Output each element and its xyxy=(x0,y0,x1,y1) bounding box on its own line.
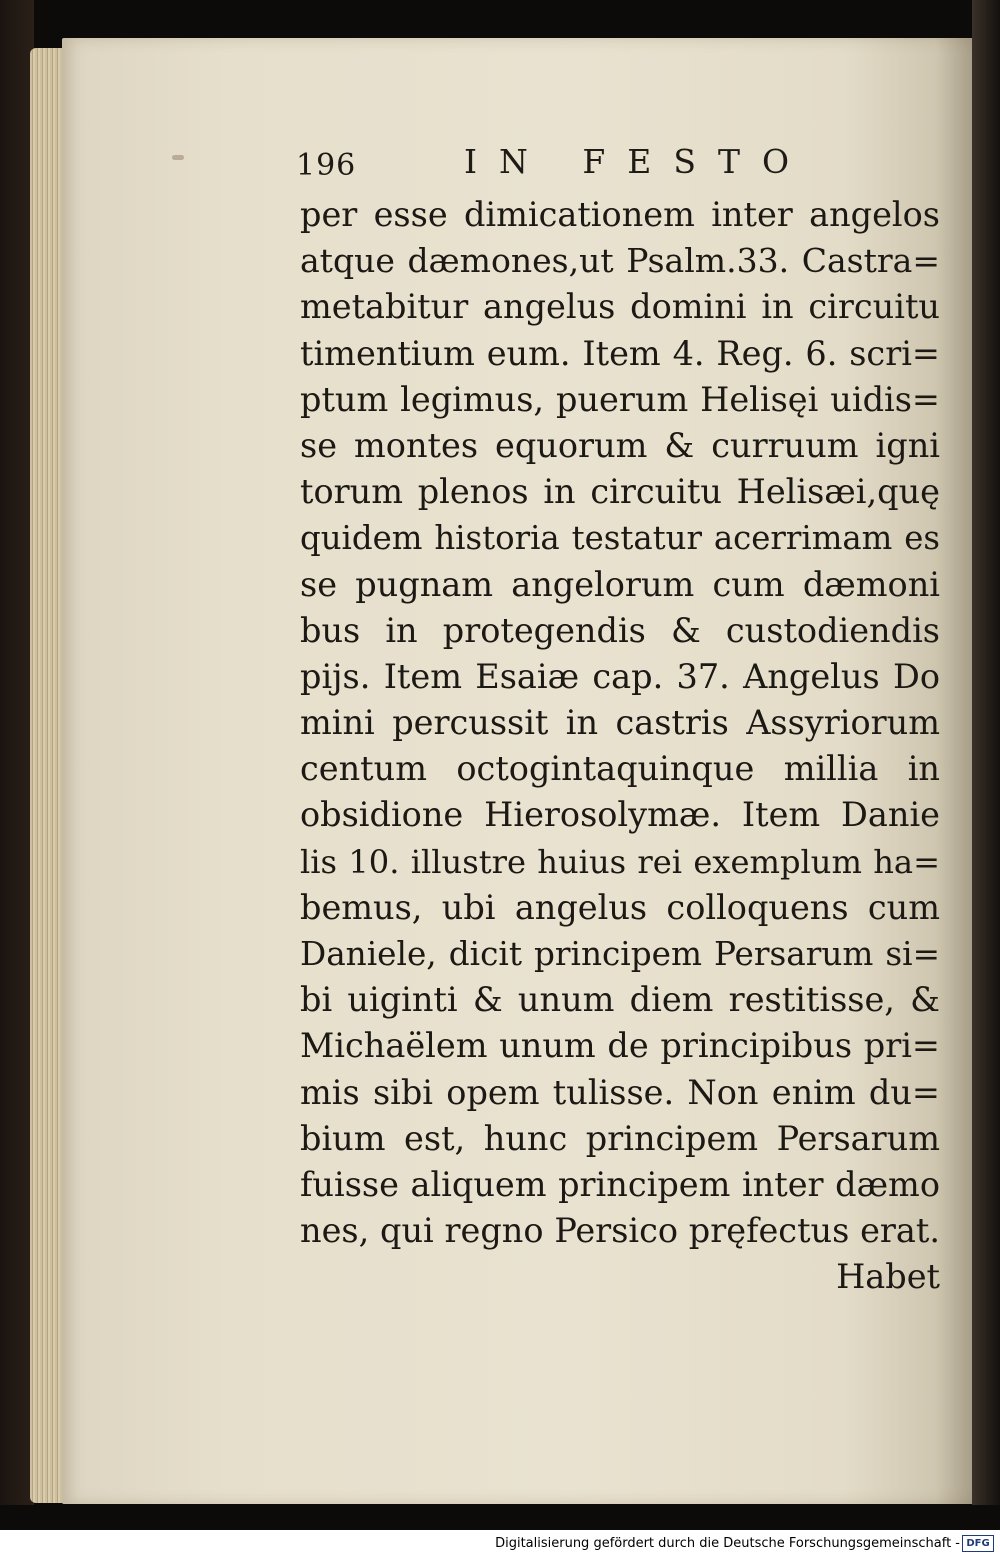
text-line: quidem historia testatur acerrimam es xyxy=(300,519,940,558)
text-line: mini percussit in castris Assyriorum xyxy=(300,703,940,743)
text-line: bi uiginti & unum diem restitisse, & xyxy=(300,980,940,1020)
text-line: se montes equorum & curruum igni xyxy=(300,425,940,465)
text-line: se pugnam angelorum cum dæmoni xyxy=(300,564,940,604)
funding-notice: Digitalisierung gefördert durch die Deutsche Forschungsgemeinschaft - xyxy=(495,1536,960,1551)
text-line: lis 10. illustre huius rei exemplum ha= xyxy=(300,842,940,881)
paper-speck xyxy=(172,155,184,160)
text-line: obsidione Hierosolymæ. Item Danie xyxy=(300,795,940,835)
running-head: IN FESTO xyxy=(464,142,812,181)
text-line: bemus, ubi angelus colloquens cum xyxy=(300,887,940,927)
page-header xyxy=(296,142,936,192)
text-line: per esse dimicationem inter angelos xyxy=(300,195,940,234)
scan-background-left xyxy=(0,0,34,1510)
text-line: bus in protegendis & custodiendis xyxy=(300,610,940,650)
funding-footer xyxy=(0,1530,1000,1555)
text-line: centum octogintaquinque millia in xyxy=(300,749,940,789)
text-line: bium est, hunc principem Persarum xyxy=(300,1118,940,1158)
dfg-logo-icon: DFG xyxy=(962,1535,994,1552)
body-text xyxy=(300,192,940,1301)
text-line: Michaëlem unum de principibus pri= xyxy=(300,1026,940,1066)
binding-shadow xyxy=(972,0,1000,1510)
page-number: 196 xyxy=(296,148,357,183)
text-line: metabitur angelus domini in circuitu xyxy=(300,287,940,327)
text-line: timentium eum. Item 4. Reg. 6. scri= xyxy=(300,333,940,373)
text-line: mis sibi opem tulisse. Non enim du= xyxy=(300,1072,940,1112)
text-line: Daniele, dicit principem Persarum si= xyxy=(300,935,940,973)
text-line: pijs. Item Esaiæ cap. 37. Angelus Do xyxy=(300,656,940,696)
text-line: atque dæmones,ut Psalm.33. Castra= xyxy=(300,241,940,281)
text-line: ptum legimus, puerum Helisęi uidis= xyxy=(300,379,940,419)
text-line: fuisse aliquem principem inter dæmo xyxy=(300,1164,940,1204)
catchword: Habet xyxy=(836,1257,940,1297)
text-line: torum plenos in circuitu Helisæi,quę xyxy=(300,472,940,512)
scan-background-top xyxy=(0,0,1000,40)
text-line: nes, qui regno Persico pręfectus erat. xyxy=(300,1211,940,1251)
